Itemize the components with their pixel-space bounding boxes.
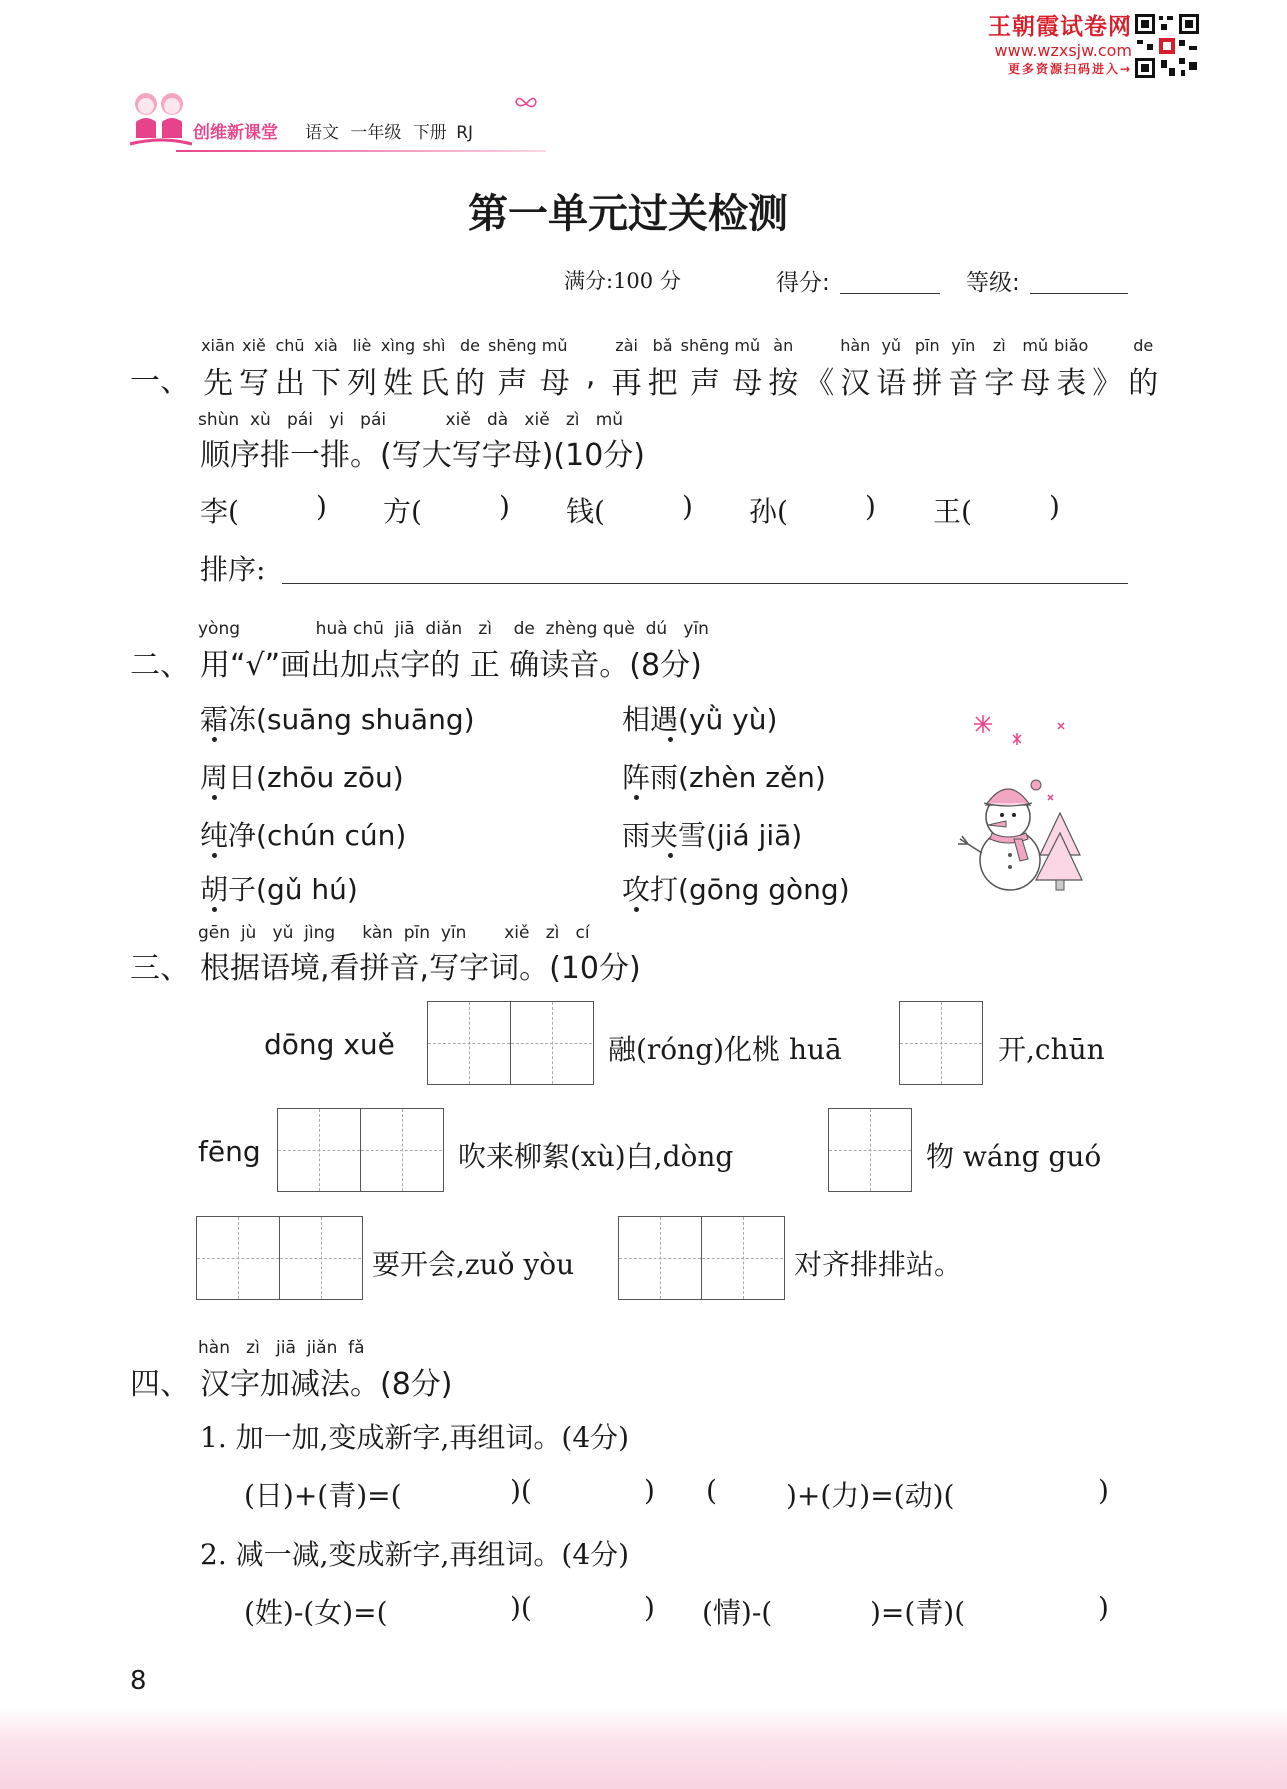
emphasis-dot bbox=[668, 853, 673, 858]
ruby-unit bbox=[801, 336, 837, 402]
ruby-unit bbox=[1089, 336, 1125, 402]
sub-blank-2-close: ) bbox=[1098, 1591, 1109, 1624]
q2-word: 周日 bbox=[200, 761, 257, 794]
sub-expr-1: (姓)-(女)=( bbox=[244, 1596, 388, 1629]
writing-grid[interactable] bbox=[899, 1001, 983, 1085]
ruby-pinyin: liè bbox=[352, 336, 372, 355]
brand-slogan: 更多资源扫码进入→ bbox=[1007, 62, 1132, 76]
ruby-char: 下 bbox=[311, 366, 341, 401]
ruby-char: 》 bbox=[1092, 366, 1123, 401]
ruby-char: 的 bbox=[1128, 366, 1159, 401]
ruby-unit bbox=[452, 336, 488, 402]
ruby-char: 把 bbox=[647, 366, 678, 401]
sub-blank-1-close: ) bbox=[644, 1591, 655, 1624]
ruby-unit bbox=[1053, 336, 1089, 402]
ruby-unit bbox=[380, 336, 416, 402]
brand-url[interactable]: www.wzxsjw.com bbox=[994, 41, 1132, 60]
q3-pinyin: gēn jù yǔ jìng kàn pīn yīn xiě zì cí bbox=[198, 923, 590, 943]
q2-options[interactable]: (yǜ yù) bbox=[678, 703, 778, 736]
ruby-char: 母 bbox=[1020, 366, 1051, 401]
ruby-unit bbox=[1017, 336, 1053, 402]
q4-pinyin: hàn zì jiā jiǎn fǎ bbox=[198, 1338, 365, 1358]
q2-options[interactable]: (gōng gòng) bbox=[678, 873, 850, 906]
ruby-pinyin: yǔ bbox=[881, 336, 902, 355]
q2-options[interactable]: (zhèn zěn) bbox=[678, 761, 826, 794]
ruby-char: 音 bbox=[948, 366, 979, 401]
q3-r2-pinyin: fēng bbox=[198, 1135, 261, 1168]
q2-number: 二、 bbox=[130, 648, 190, 683]
ruby-char: 字 bbox=[984, 366, 1015, 401]
surname-qian-close: ) bbox=[682, 490, 693, 523]
ruby-unit bbox=[1125, 336, 1161, 402]
ruby-unit bbox=[609, 336, 645, 402]
ruby-pinyin: yīn bbox=[951, 336, 976, 355]
ruby-unit bbox=[200, 336, 236, 402]
ruby-char: 列 bbox=[347, 366, 377, 401]
q3-number: 三、 bbox=[130, 951, 190, 986]
q3-r1-end: 开,chūn bbox=[998, 1033, 1105, 1066]
q2-item bbox=[200, 698, 475, 738]
book-grade: 一年级 bbox=[350, 123, 402, 143]
score-blank[interactable] bbox=[840, 293, 940, 294]
q4-sub-row bbox=[244, 1591, 1124, 1631]
surname-fang-close: ) bbox=[499, 490, 510, 523]
ruby-pinyin: àn bbox=[773, 336, 794, 355]
ruby-unit bbox=[729, 336, 765, 402]
q2-word: 胡子 bbox=[200, 873, 257, 906]
ruby-char: 姓 bbox=[383, 366, 413, 401]
q4-number: 四、 bbox=[130, 1367, 190, 1402]
q2-item bbox=[622, 868, 850, 908]
surname-sun-close: ) bbox=[865, 490, 876, 523]
ruby-char: 出 bbox=[275, 366, 305, 401]
q3-r2-end: 物 wáng guó bbox=[926, 1140, 1102, 1173]
ruby-pinyin: zài bbox=[615, 336, 638, 355]
ruby-char: 母 bbox=[732, 366, 763, 401]
q2-item bbox=[200, 756, 404, 796]
q1-pinyin-2: shùn xù pái yi pái xiě dà xiě zì mǔ bbox=[198, 410, 624, 430]
q2-word: 纯净 bbox=[200, 819, 257, 852]
ruby-pinyin: shēng bbox=[488, 336, 537, 355]
q3-r3-end: 对齐排排站。 bbox=[794, 1248, 963, 1281]
snowman-illustration bbox=[948, 705, 1083, 895]
surname-li: 李( bbox=[200, 495, 239, 528]
ruby-char: 先 bbox=[203, 366, 233, 401]
ruby-unit bbox=[645, 336, 681, 402]
q2-pinyin: yòng huà chū jiā diǎn zì de zhèng què dú yīn bbox=[198, 619, 709, 639]
order-answer-line[interactable] bbox=[282, 583, 1128, 584]
emphasis-dot bbox=[668, 737, 673, 742]
ruby-char: 氏 bbox=[419, 366, 449, 401]
add-expr-2[interactable]: )+(力)=(动)( bbox=[786, 1479, 955, 1512]
q2-item bbox=[622, 756, 826, 796]
ruby-pinyin: xiān bbox=[201, 336, 235, 355]
add-blank-1-close: ) bbox=[644, 1474, 655, 1507]
q4-sub2: 2. 减一减,变成新字,再组词。(4分) bbox=[200, 1538, 630, 1571]
ruby-pinyin: bǎ bbox=[652, 336, 673, 355]
level-label: 等级: bbox=[966, 270, 1020, 296]
writing-grid[interactable] bbox=[618, 1216, 785, 1300]
ruby-char: 写 bbox=[239, 366, 269, 401]
sub-expr-2: (情)-( bbox=[702, 1596, 773, 1629]
writing-grid[interactable] bbox=[828, 1108, 912, 1192]
add-blank-1[interactable]: )( bbox=[510, 1474, 532, 1507]
ruby-pinyin: biǎo bbox=[1054, 336, 1089, 355]
full-score: 满分:100 分 bbox=[564, 269, 681, 293]
header-divider bbox=[176, 150, 546, 152]
ruby-unit bbox=[873, 336, 909, 402]
butterfly-icon bbox=[514, 94, 538, 114]
ruby-pinyin: xià bbox=[314, 336, 338, 355]
ruby-pinyin: chū bbox=[275, 336, 305, 355]
add-blank-2-close: ) bbox=[1098, 1474, 1109, 1507]
emphasis-dot bbox=[634, 795, 639, 800]
ruby-pinyin: mǔ bbox=[541, 336, 568, 355]
ruby-pinyin: mǔ bbox=[1022, 336, 1049, 355]
series-name: 创维新课堂 bbox=[193, 123, 278, 143]
ruby-pinyin: xìng bbox=[380, 336, 416, 355]
ruby-char: 语 bbox=[876, 366, 907, 401]
level-blank[interactable] bbox=[1030, 293, 1128, 294]
footer-band bbox=[0, 1708, 1287, 1789]
emphasis-dot bbox=[634, 907, 639, 912]
order-label: 排序: bbox=[200, 553, 266, 586]
ruby-unit bbox=[837, 336, 873, 402]
ruby-unit bbox=[945, 336, 981, 402]
score-label: 得分: bbox=[776, 270, 830, 296]
q2-options[interactable]: (zhōu zōu) bbox=[256, 761, 404, 794]
q2-options[interactable]: (suāng shuāng) bbox=[256, 703, 475, 736]
emphasis-dot bbox=[212, 853, 217, 858]
q2-item bbox=[622, 698, 777, 738]
ruby-pinyin: zì bbox=[992, 336, 1006, 355]
ruby-unit bbox=[416, 336, 452, 402]
surname-wang: 王( bbox=[933, 495, 972, 528]
q2-options[interactable]: (jiá jiā) bbox=[706, 819, 803, 852]
emphasis-dot bbox=[212, 907, 217, 912]
qr-code-icon[interactable] bbox=[1133, 12, 1201, 80]
ruby-char: 再 bbox=[611, 366, 642, 401]
sub-expr-2-rest[interactable]: )=(青)( bbox=[870, 1596, 966, 1629]
ruby-char: 母 bbox=[539, 366, 570, 401]
surname-wang-close: ) bbox=[1049, 490, 1060, 523]
q1-instruction-2: 顺序排一排。(写大写字母)(10分) bbox=[200, 438, 645, 473]
ruby-char: 拼 bbox=[912, 366, 943, 401]
q3-r1-text: 融(róng)化桃 huā bbox=[608, 1033, 842, 1066]
q2-word: 攻打 bbox=[622, 873, 679, 906]
ruby-unit bbox=[765, 336, 801, 402]
kids-mascot-icon bbox=[126, 88, 196, 154]
book-subject: 语文 bbox=[305, 123, 339, 143]
q2-options[interactable]: (gǔ hú) bbox=[256, 873, 358, 906]
surname-fang: 方( bbox=[383, 495, 422, 528]
writing-grid[interactable] bbox=[196, 1216, 363, 1300]
q2-word: 阵雨 bbox=[622, 761, 679, 794]
surname-li-close: ) bbox=[316, 490, 327, 523]
ruby-pinyin: mǔ bbox=[734, 336, 761, 355]
ruby-pinyin: xiě bbox=[242, 336, 266, 355]
q1-number: 一、 bbox=[130, 364, 190, 399]
ruby-unit bbox=[236, 336, 272, 402]
ruby-char: 声 bbox=[497, 366, 528, 401]
ruby-pinyin: de bbox=[1133, 336, 1154, 355]
emphasis-dot bbox=[212, 737, 217, 742]
surname-sun: 孙( bbox=[749, 495, 788, 528]
book-info bbox=[305, 118, 473, 143]
ruby-char: 汉 bbox=[840, 366, 871, 401]
ruby-unit bbox=[344, 336, 380, 402]
writing-grid[interactable] bbox=[427, 1001, 594, 1085]
ruby-pinyin: pīn bbox=[914, 336, 940, 355]
ruby-unit bbox=[537, 336, 573, 402]
writing-grid[interactable] bbox=[277, 1108, 444, 1192]
q2-item bbox=[200, 868, 358, 908]
q4-instruction: 汉字加减法。(8分) bbox=[200, 1367, 453, 1402]
ruby-char: 的 bbox=[455, 366, 485, 401]
ruby-char: 《 bbox=[804, 366, 835, 401]
ruby-unit bbox=[681, 336, 730, 402]
ruby-unit bbox=[981, 336, 1017, 402]
q3-r3-text: 要开会,zuǒ yòu bbox=[372, 1248, 575, 1281]
ruby-pinyin: hàn bbox=[840, 336, 871, 355]
ruby-pinyin: de bbox=[460, 336, 480, 355]
q2-word: 雨夹雪 bbox=[622, 819, 707, 852]
ruby-char: 声 bbox=[689, 366, 720, 401]
ruby-pinyin: shì bbox=[422, 336, 446, 355]
q2-item bbox=[200, 814, 406, 854]
q3-r2-text: 吹来柳絮(xù)白,dòng bbox=[458, 1140, 734, 1173]
sub-blank-1[interactable]: )( bbox=[510, 1591, 532, 1624]
q1-ruby-line bbox=[200, 336, 1161, 402]
q4-sub1: 1. 加一加,变成新字,再组词。(4分) bbox=[200, 1421, 630, 1454]
book-volume: 下册 bbox=[412, 123, 447, 143]
ruby-char: 表 bbox=[1056, 366, 1087, 401]
q2-instruction: 用“√”画出加点字的 正 确读音。(8分) bbox=[200, 648, 702, 683]
page-title: 第一单元过关检测 bbox=[468, 191, 788, 237]
ruby-unit bbox=[573, 336, 609, 402]
ruby-unit bbox=[488, 336, 537, 402]
ruby-char: 按 bbox=[768, 366, 799, 401]
add-expr-2-open: ( bbox=[706, 1474, 717, 1507]
book-edition: RJ bbox=[456, 123, 474, 143]
q3-instruction: 根据语境,看拼音,写字词。(10分) bbox=[200, 951, 641, 986]
q2-options[interactable]: (chún cún) bbox=[256, 819, 407, 852]
q2-word: 相遇 bbox=[622, 703, 679, 736]
brand-block bbox=[962, 8, 1132, 77]
emphasis-dot bbox=[212, 795, 217, 800]
q2-item bbox=[622, 814, 802, 854]
q3-r1-pinyin: dōng xuě bbox=[264, 1028, 395, 1061]
q4-add-row bbox=[244, 1474, 1124, 1514]
add-expr-1: (日)+(青)=( bbox=[244, 1479, 402, 1512]
ruby-pinyin: shēng bbox=[680, 336, 730, 355]
ruby-unit bbox=[909, 336, 945, 402]
ruby-unit bbox=[272, 336, 308, 402]
ruby-char: , bbox=[585, 358, 596, 393]
brand-name: 王朝霞试卷网 bbox=[988, 14, 1132, 40]
q2-word: 霜冻 bbox=[200, 703, 257, 736]
surname-qian: 钱( bbox=[566, 495, 605, 528]
page-number: 8 bbox=[130, 1666, 147, 1696]
ruby-unit bbox=[308, 336, 344, 402]
